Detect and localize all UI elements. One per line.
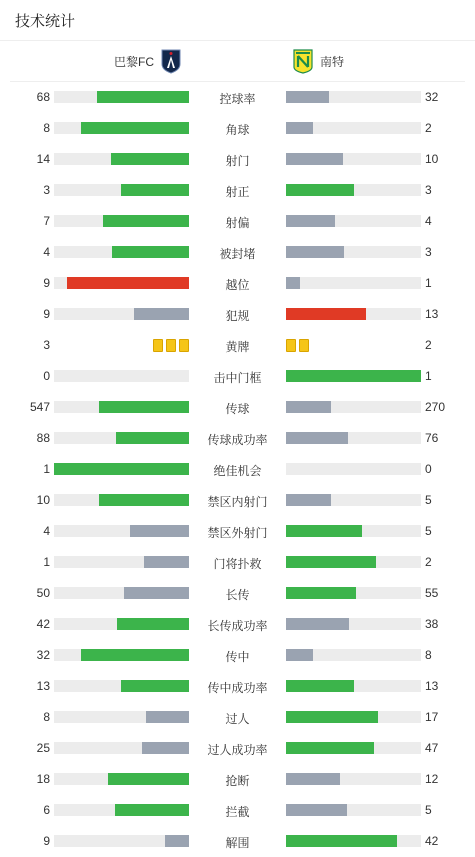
- away-bar-track: [286, 556, 421, 568]
- home-value: 7: [43, 214, 50, 228]
- away-value: 10: [425, 152, 439, 166]
- away-bar-track: [286, 835, 421, 847]
- away-bar-fill: [286, 587, 356, 599]
- stat-row: [0, 516, 475, 547]
- page-title: 技术统计: [15, 13, 76, 30]
- away-bar-track: [286, 153, 421, 165]
- stat-label: 绝佳机会: [213, 464, 262, 478]
- away-value: 42: [425, 834, 439, 848]
- stat-row: [0, 764, 475, 795]
- away-bar-fill: [286, 618, 349, 630]
- away-bar-track: [286, 649, 421, 661]
- home-bar-fill: [124, 587, 189, 599]
- stat-row: [0, 330, 475, 361]
- stat-label: 被封堵: [219, 247, 256, 261]
- away-bar-fill: [286, 370, 421, 382]
- away-value: 3: [425, 183, 432, 197]
- stat-row: [0, 485, 475, 516]
- away-value: 12: [425, 772, 439, 786]
- home-value: 3: [43, 338, 50, 352]
- away-bar-track: [286, 773, 421, 785]
- stat-label: 控球率: [219, 92, 256, 106]
- away-bar-track: [286, 587, 421, 599]
- away-bar-fill: [286, 215, 335, 227]
- home-yellow-cards: [153, 339, 189, 352]
- stat-row: [0, 547, 475, 578]
- away-bar-fill: [286, 122, 313, 134]
- away-bar-track: [286, 463, 421, 475]
- home-bar-fill: [103, 215, 189, 227]
- home-bar-fill: [144, 556, 189, 568]
- home-value: 25: [36, 741, 50, 755]
- away-value: 5: [425, 524, 432, 538]
- home-bar-fill: [111, 153, 189, 165]
- home-value: 10: [36, 493, 50, 507]
- home-bar-fill: [112, 246, 189, 258]
- stat-row: [0, 609, 475, 640]
- away-bar-fill: [286, 556, 376, 568]
- away-bar-track: [286, 525, 421, 537]
- home-bar-track: [54, 184, 189, 196]
- away-bar-track: [286, 91, 421, 103]
- stat-label: 传中: [225, 650, 250, 664]
- home-bar-fill: [165, 835, 189, 847]
- away-bar-fill: [286, 91, 329, 103]
- home-value: 9: [43, 276, 50, 290]
- home-value: 68: [36, 90, 50, 104]
- stat-row: [0, 82, 475, 113]
- home-value: 4: [43, 245, 50, 259]
- stat-label: 抢断: [225, 774, 250, 788]
- home-bar-fill: [115, 804, 189, 816]
- away-bar-track: [286, 711, 421, 723]
- home-value: 8: [43, 121, 50, 135]
- stat-label: 拦截: [225, 805, 250, 819]
- home-value: 9: [43, 307, 50, 321]
- home-value: 3: [43, 183, 50, 197]
- away-bar-fill: [286, 525, 362, 537]
- home-bar-track: [54, 153, 189, 165]
- home-bar-track: [54, 494, 189, 506]
- home-bar-track: [54, 432, 189, 444]
- stat-row: [0, 578, 475, 609]
- stat-label: 门将扑救: [213, 557, 262, 571]
- home-bar-track: [54, 277, 189, 289]
- away-team-logo-icon: [292, 49, 314, 74]
- away-value: 4: [425, 214, 432, 228]
- away-value: 1: [425, 369, 432, 383]
- home-bar-fill: [130, 525, 189, 537]
- home-bar-fill: [81, 649, 189, 661]
- home-team-logo-icon: [160, 49, 182, 74]
- stat-row: [0, 671, 475, 702]
- yellow-card-icon: [286, 339, 296, 352]
- away-bar-fill: [286, 680, 354, 692]
- home-value: 6: [43, 803, 50, 817]
- yellow-card-icon: [179, 339, 189, 352]
- stat-row: [0, 733, 475, 764]
- stat-row: [0, 299, 475, 330]
- away-bar-track: [286, 804, 421, 816]
- home-team-name: 巴黎FC: [114, 55, 154, 69]
- stat-label: 禁区外射门: [207, 526, 268, 540]
- home-bar-track: [54, 742, 189, 754]
- away-bar-fill: [286, 246, 344, 258]
- away-value: 32: [425, 90, 439, 104]
- stat-label: 传球成功率: [207, 433, 268, 447]
- home-bar-fill: [121, 184, 189, 196]
- home-bar-track: [54, 246, 189, 258]
- home-bar-fill: [67, 277, 189, 289]
- away-bar-fill: [286, 401, 331, 413]
- home-bar-fill: [108, 773, 189, 785]
- stat-row: [0, 826, 475, 857]
- home-value: 9: [43, 834, 50, 848]
- stat-row: [0, 392, 475, 423]
- home-bar-fill: [117, 618, 189, 630]
- home-bar-track: [54, 711, 189, 723]
- away-bar-track: [286, 370, 421, 382]
- home-value: 1: [43, 462, 50, 476]
- away-bar-track: [286, 742, 421, 754]
- away-bar-fill: [286, 308, 366, 320]
- stat-label: 过人: [225, 712, 250, 726]
- yellow-card-icon: [153, 339, 163, 352]
- away-value: 5: [425, 493, 432, 507]
- away-value: 13: [425, 679, 439, 693]
- stat-label: 犯规: [225, 309, 250, 323]
- away-bar-fill: [286, 711, 378, 723]
- home-bar-fill: [134, 308, 189, 320]
- stat-row: [0, 702, 475, 733]
- away-value: 2: [425, 121, 432, 135]
- stat-label: 击中门框: [213, 371, 262, 385]
- away-bar-fill: [286, 804, 347, 816]
- home-value: 13: [36, 679, 50, 693]
- home-bar-track: [54, 463, 189, 475]
- away-value: 5: [425, 803, 432, 817]
- home-value: 14: [36, 152, 50, 166]
- away-bar-fill: [286, 773, 340, 785]
- away-bar-track: [286, 215, 421, 227]
- stat-row: [0, 113, 475, 144]
- away-bar-track: [286, 618, 421, 630]
- away-bar-track: [286, 246, 421, 258]
- away-bar-fill: [286, 835, 397, 847]
- away-value: 13: [425, 307, 439, 321]
- stat-label: 禁区内射门: [207, 495, 268, 509]
- away-yellow-cards: [286, 339, 309, 352]
- stat-row: [0, 206, 475, 237]
- home-value: 42: [36, 617, 50, 631]
- home-bar-track: [54, 525, 189, 537]
- away-value: 76: [425, 431, 439, 445]
- home-bar-fill: [97, 91, 189, 103]
- away-value: 0: [425, 462, 432, 476]
- stat-label: 过人成功率: [207, 743, 268, 757]
- home-bar-track: [54, 401, 189, 413]
- away-value: 55: [425, 586, 439, 600]
- home-bar-track: [54, 587, 189, 599]
- home-value: 547: [29, 400, 50, 414]
- stat-row: [0, 175, 475, 206]
- home-value: 88: [36, 431, 50, 445]
- home-value: 8: [43, 710, 50, 724]
- home-value: 1: [43, 555, 50, 569]
- away-value: 17: [425, 710, 439, 724]
- stat-row: [0, 361, 475, 392]
- away-bar-fill: [286, 649, 313, 661]
- away-value: 3: [425, 245, 432, 259]
- stat-label: 解围: [225, 836, 250, 850]
- away-value: 2: [425, 555, 432, 569]
- stat-label: 射门: [225, 154, 250, 168]
- teams-header: [10, 41, 465, 82]
- away-value: 1: [425, 276, 432, 290]
- stat-row: [0, 268, 475, 299]
- away-bar-track: [286, 494, 421, 506]
- home-bar-track: [54, 556, 189, 568]
- home-bar-track: [54, 308, 189, 320]
- stat-row: [0, 237, 475, 268]
- stat-label: 角球: [225, 123, 250, 137]
- stat-label: 长传: [225, 588, 250, 602]
- stat-label: 黄牌: [225, 340, 250, 354]
- home-bar-track: [54, 680, 189, 692]
- away-team[interactable]: [292, 49, 344, 74]
- stat-label: 射偏: [225, 216, 250, 230]
- away-value: 47: [425, 741, 439, 755]
- stat-row: [0, 423, 475, 454]
- stat-label: 射正: [225, 185, 250, 199]
- home-bar-track: [54, 215, 189, 227]
- away-value: 2: [425, 338, 432, 352]
- away-bar-fill: [286, 184, 354, 196]
- home-bar-track: [54, 618, 189, 630]
- away-bar-track: [286, 432, 421, 444]
- stat-label: 长传成功率: [207, 619, 268, 633]
- home-bar-fill: [121, 680, 189, 692]
- away-bar-track: [286, 401, 421, 413]
- away-bar-fill: [286, 277, 300, 289]
- home-value: 50: [36, 586, 50, 600]
- home-bar-fill: [99, 494, 189, 506]
- away-bar-track: [286, 308, 421, 320]
- home-bar-fill: [116, 432, 189, 444]
- stat-row: [0, 454, 475, 485]
- home-value: 18: [36, 772, 50, 786]
- title-bar: [0, 0, 475, 41]
- home-value: 0: [43, 369, 50, 383]
- stat-row: [0, 640, 475, 671]
- home-bar-track: [54, 122, 189, 134]
- home-team[interactable]: [114, 49, 182, 74]
- home-bar-track: [54, 773, 189, 785]
- away-bar-fill: [286, 153, 343, 165]
- stat-row: [0, 144, 475, 175]
- away-value: 38: [425, 617, 439, 631]
- stat-row: [0, 795, 475, 826]
- stat-label: 传球: [225, 402, 250, 416]
- home-bar-track: [54, 835, 189, 847]
- yellow-card-icon: [166, 339, 176, 352]
- home-bar-track: [54, 91, 189, 103]
- away-bar-fill: [286, 494, 331, 506]
- away-team-name: 南特: [320, 55, 345, 69]
- home-bar-fill: [142, 742, 189, 754]
- yellow-card-icon: [299, 339, 309, 352]
- home-value: 32: [36, 648, 50, 662]
- home-bar-track: [54, 370, 189, 382]
- home-bar-fill: [81, 122, 189, 134]
- home-bar-track: [54, 649, 189, 661]
- home-bar-fill: [146, 711, 189, 723]
- away-bar-track: [286, 277, 421, 289]
- stat-label: 传中成功率: [207, 681, 268, 695]
- home-value: 4: [43, 524, 50, 538]
- away-bar-fill: [286, 432, 348, 444]
- away-bar-track: [286, 122, 421, 134]
- away-value: 270: [425, 400, 446, 414]
- away-bar-fill: [286, 742, 374, 754]
- away-bar-track: [286, 680, 421, 692]
- home-bar-track: [54, 804, 189, 816]
- home-bar-fill: [54, 463, 189, 475]
- away-bar-track: [286, 184, 421, 196]
- stat-label: 越位: [225, 278, 250, 292]
- home-bar-fill: [99, 401, 189, 413]
- away-value: 8: [425, 648, 432, 662]
